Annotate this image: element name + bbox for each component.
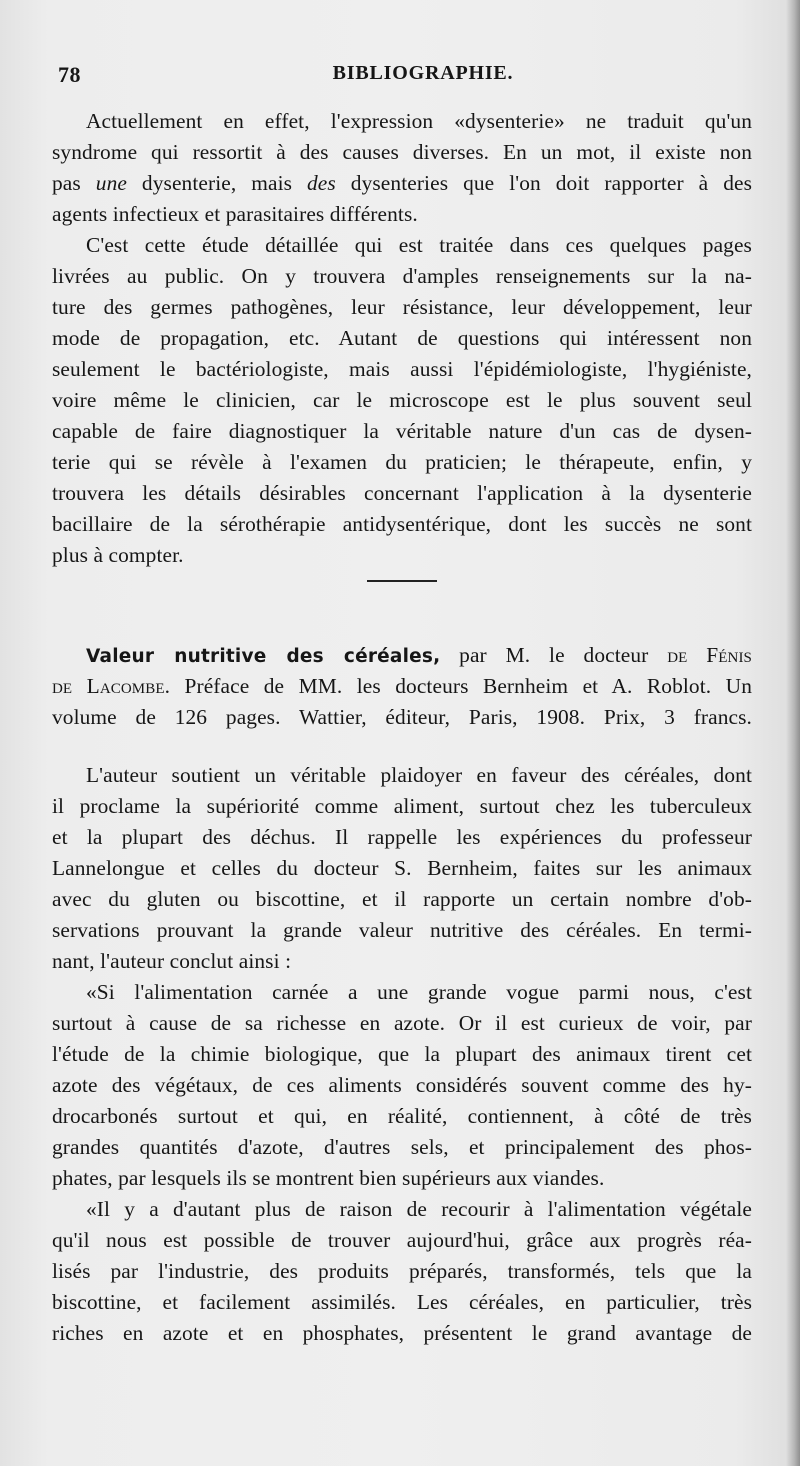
text-line: biscottine, et facilement assimilés. Les céréales, en particulier, très (52, 1290, 752, 1314)
text-line: terie qui se révèle à l'examen du praticien; le thérapeute, enfin, y (52, 450, 752, 474)
text-line: nant, l'auteur conclut ainsi : (52, 949, 292, 973)
text-line: drocarbonés surtout et qui, en réalité, contiennent, à côté de très (52, 1104, 752, 1128)
text-line: et la plupart des déchus. Il rappelle les expériences du professeur (52, 825, 752, 849)
text-line: «Il y a d'autant plus de raison de recourir à l'alimentation végétale (86, 1197, 752, 1221)
page-number: 78 (58, 62, 81, 87)
text-line: l'étude de la chimie biologique, que la plupart des animaux tirent cet (52, 1042, 752, 1066)
text-line: Lannelongue et celles du docteur S. Bernheim, faites sur les animaux (52, 856, 752, 880)
entry-line: volume de 126 pages. Wattier, éditeur, Paris, 1908. Prix, 3 francs. (52, 705, 752, 729)
paragraph-dysenterie (52, 106, 752, 571)
text-line: lisés par l'industrie, des produits préparés, transformés, tels que la (52, 1259, 752, 1283)
text-line: voire même le clinicien, car le microscope est le plus souvent seul (52, 388, 752, 412)
text-line: livrées au public. On y trouvera d'amples renseignements sur la na- (52, 264, 752, 288)
text-line: agents infectieux et parasitaires différents. (52, 202, 418, 226)
text-line: servations prouvant la grande valeur nutritive des céréales. En termi- (52, 918, 752, 942)
paragraph-cereales (52, 760, 752, 1349)
text-line: Actuellement en effet, l'expression «dysenterie» ne traduit qu'un (86, 109, 752, 133)
text-line: bacillaire de la sérothérapie antidysentérique, dont les succès ne sont (52, 512, 752, 536)
text-line: L'auteur soutient un véritable plaidoyer en faveur des céréales, dont (86, 763, 752, 787)
text-line: syndrome qui ressortit à des causes diverses. En un mot, il existe non (52, 140, 752, 164)
text-line: grandes quantités d'azote, d'autres sels, et principalement des phos- (52, 1135, 752, 1159)
text-line: trouvera les détails désirables concernant l'application à la dysenterie (52, 481, 752, 505)
text-line: ture des germes pathogènes, leur résistance, leur développement, leur (52, 295, 752, 319)
text-line: C'est cette étude détaillée qui est traitée dans ces quelques pages (86, 233, 752, 257)
text-line: seulement le bactériologiste, mais aussi l'épidémiologiste, l'hygiéniste, (52, 357, 752, 381)
running-head (58, 62, 748, 92)
text-line: riches en azote et en phosphates, présentent le grand avantage de (52, 1321, 752, 1345)
text-line: surtout à cause de sa richesse en azote. Or il est curieux de voir, par (52, 1011, 752, 1035)
section-divider (367, 580, 437, 582)
entry-line: de Lacombe. Préface de MM. les docteurs Bernheim et A. Roblot. Un (52, 674, 752, 698)
text-line: azote des végétaux, de ces aliments considérés souvent comme des hy- (52, 1073, 752, 1097)
text-line: mode de propagation, etc. Autant de questions qui intéressent non (52, 326, 752, 350)
entry-line: Valeur nutritive des céréales, par M. le docteur de Fénis (86, 643, 752, 667)
text-line: pas une dysenterie, mais des dysenteries que l'on doit rapporter à des (52, 171, 753, 195)
text-line: avec du gluten ou biscottine, et il rapporte un certain nombre d'ob- (52, 887, 752, 911)
running-title: BIBLIOGRAPHIE. (332, 62, 514, 84)
entry-title: Valeur nutritive des céréales, (86, 646, 441, 667)
text-line: phates, par lesquels ils se montrent bien supérieurs aux viandes. (52, 1166, 605, 1190)
text-line: qu'il nous est possible de trouver aujourd'hui, grâce aux progrès réa- (52, 1228, 752, 1252)
text-line: il proclame la supériorité comme aliment, surtout chez les tuberculeux (52, 794, 752, 818)
text-line: capable de faire diagnostiquer la véritable nature d'un cas de dysen- (52, 419, 752, 443)
bibliographic-entry (52, 640, 752, 733)
page-edge-shadow (786, 0, 800, 1466)
text-line: «Si l'alimentation carnée a une grande vogue parmi nous, c'est (86, 980, 752, 1004)
text-line: plus à compter. (52, 543, 184, 567)
